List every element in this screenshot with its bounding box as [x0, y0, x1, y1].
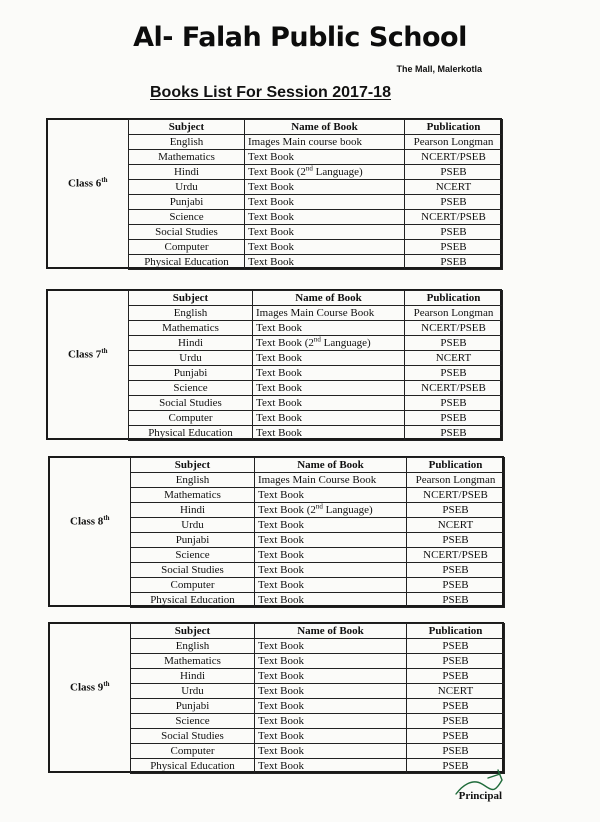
table-row — [129, 210, 503, 225]
table-row — [129, 396, 503, 411]
publication-cell: Pearson Longman — [407, 473, 505, 488]
book-cell: Text Book — [255, 593, 407, 608]
book-cell: Text Book — [255, 578, 407, 593]
class-block — [46, 289, 502, 440]
subject-cell: English — [131, 473, 255, 488]
table-row — [129, 351, 503, 366]
table-row — [131, 729, 505, 744]
book-cell: Images Main Course Book — [253, 306, 405, 321]
book-cell: Text Book — [255, 669, 407, 684]
table-row — [131, 699, 505, 714]
column-header: Subject — [129, 291, 253, 306]
class-block — [48, 622, 504, 773]
subject-cell: Hindi — [129, 336, 253, 351]
publication-cell: PSEB — [405, 255, 503, 270]
publication-cell: PSEB — [407, 639, 505, 654]
book-cell: Text Book — [255, 699, 407, 714]
publication-cell: NCERT/PSEB — [405, 210, 503, 225]
table-row — [131, 473, 505, 488]
principal-label: Principal — [458, 790, 502, 802]
subject-cell: Urdu — [129, 180, 245, 195]
column-header: Publication — [405, 120, 503, 135]
book-cell: Images Main course book — [245, 135, 405, 150]
table-row — [129, 135, 503, 150]
publication-cell: NCERT/PSEB — [405, 321, 503, 336]
table-row — [131, 744, 505, 759]
book-cell: Text Book — [245, 225, 405, 240]
publication-cell: PSEB — [405, 336, 503, 351]
subject-cell: Hindi — [131, 503, 255, 518]
subject-cell: Science — [131, 714, 255, 729]
table-row — [131, 518, 505, 533]
table-header-row — [129, 120, 503, 135]
publication-cell: PSEB — [407, 714, 505, 729]
book-cell: Text Book — [255, 639, 407, 654]
book-cell: Text Book — [253, 381, 405, 396]
subject-cell: Social Studies — [131, 729, 255, 744]
publication-cell: PSEB — [405, 396, 503, 411]
subject-cell: Urdu — [129, 351, 253, 366]
book-cell: Text Book — [255, 684, 407, 699]
publication-cell: NCERT/PSEB — [407, 488, 505, 503]
book-cell: Text Book (2nd Language) — [255, 503, 407, 518]
column-header: Subject — [131, 624, 255, 639]
publication-cell: PSEB — [407, 563, 505, 578]
subject-cell: Mathematics — [129, 150, 245, 165]
column-header: Name of Book — [255, 624, 407, 639]
table-row — [131, 488, 505, 503]
book-cell: Text Book — [245, 210, 405, 225]
subject-cell: Social Studies — [129, 396, 253, 411]
book-cell: Text Book — [245, 240, 405, 255]
table-row — [129, 195, 503, 210]
subject-cell: Computer — [129, 411, 253, 426]
school-address: The Mall, Malerkotla — [396, 64, 482, 74]
publication-cell: NCERT — [405, 180, 503, 195]
subject-cell: Computer — [129, 240, 245, 255]
subject-cell: English — [129, 306, 253, 321]
subject-cell: Science — [129, 381, 253, 396]
publication-cell: PSEB — [407, 699, 505, 714]
table-row — [129, 255, 503, 270]
book-cell: Images Main Course Book — [255, 473, 407, 488]
publication-cell: PSEB — [405, 411, 503, 426]
class-label: Class 7th — [68, 347, 108, 361]
book-cell: Text Book (2nd Language) — [245, 165, 405, 180]
table-row — [129, 381, 503, 396]
publication-cell: PSEB — [407, 654, 505, 669]
book-cell: Text Book — [253, 351, 405, 366]
subject-cell: Computer — [131, 744, 255, 759]
publication-cell: NCERT — [407, 518, 505, 533]
table-row — [131, 578, 505, 593]
table-row — [129, 336, 503, 351]
book-cell: Text Book (2nd Language) — [253, 336, 405, 351]
publication-cell: Pearson Longman — [405, 306, 503, 321]
subject-cell: Science — [131, 548, 255, 563]
class-label: Class 6th — [68, 176, 108, 190]
book-cell: Text Book — [245, 150, 405, 165]
table-row — [131, 669, 505, 684]
class-label: Class 8th — [70, 514, 110, 528]
column-header: Name of Book — [255, 458, 407, 473]
subject-cell: English — [131, 639, 255, 654]
books-table — [128, 290, 503, 441]
publication-cell: NCERT/PSEB — [407, 548, 505, 563]
table-row — [131, 533, 505, 548]
table-row — [129, 165, 503, 180]
publication-cell: PSEB — [405, 366, 503, 381]
publication-cell: NCERT/PSEB — [405, 381, 503, 396]
column-header: Publication — [405, 291, 503, 306]
subject-cell: Punjabi — [129, 366, 253, 381]
subject-cell: Mathematics — [129, 321, 253, 336]
subject-cell: Social Studies — [131, 563, 255, 578]
books-table — [128, 119, 503, 270]
column-header: Name of Book — [253, 291, 405, 306]
book-cell: Text Book — [255, 533, 407, 548]
column-header: Subject — [129, 120, 245, 135]
book-cell: Text Book — [245, 255, 405, 270]
subject-cell: Hindi — [131, 669, 255, 684]
book-cell: Text Book — [255, 518, 407, 533]
table-row — [131, 593, 505, 608]
table-row — [131, 714, 505, 729]
subject-cell: Punjabi — [131, 699, 255, 714]
book-cell: Text Book — [255, 488, 407, 503]
table-header-row — [131, 458, 505, 473]
table-row — [129, 150, 503, 165]
class-block — [48, 456, 504, 607]
subject-cell: Physical Education — [131, 759, 255, 774]
school-name: Al- Falah Public School — [133, 22, 467, 53]
table-row — [131, 503, 505, 518]
table-row — [129, 225, 503, 240]
subject-cell: Physical Education — [129, 426, 253, 441]
column-header: Subject — [131, 458, 255, 473]
table-row — [131, 684, 505, 699]
publication-cell: PSEB — [407, 593, 505, 608]
book-cell: Text Book — [255, 654, 407, 669]
book-cell: Text Book — [255, 714, 407, 729]
subject-cell: Physical Education — [129, 255, 245, 270]
book-cell: Text Book — [255, 563, 407, 578]
table-row — [129, 426, 503, 441]
column-header: Name of Book — [245, 120, 405, 135]
publication-cell: PSEB — [407, 503, 505, 518]
publication-cell: PSEB — [405, 195, 503, 210]
table-row — [131, 654, 505, 669]
book-cell: Text Book — [255, 759, 407, 774]
subject-cell: Social Studies — [129, 225, 245, 240]
books-table — [130, 457, 505, 608]
table-row — [129, 240, 503, 255]
publication-cell: PSEB — [407, 669, 505, 684]
publication-cell: PSEB — [407, 578, 505, 593]
book-cell: Text Book — [255, 729, 407, 744]
column-header: Publication — [407, 624, 505, 639]
table-row — [131, 759, 505, 774]
column-header: Publication — [407, 458, 505, 473]
subject-cell: Mathematics — [131, 488, 255, 503]
publication-cell: PSEB — [407, 729, 505, 744]
page-title: Books List For Session 2017-18 — [150, 84, 391, 101]
subject-cell: Urdu — [131, 518, 255, 533]
subject-cell: Punjabi — [131, 533, 255, 548]
table-row — [129, 366, 503, 381]
publication-cell: PSEB — [407, 744, 505, 759]
subject-cell: Physical Education — [131, 593, 255, 608]
book-cell: Text Book — [253, 321, 405, 336]
book-cell: Text Book — [253, 426, 405, 441]
publication-cell: PSEB — [405, 426, 503, 441]
publication-cell: PSEB — [405, 165, 503, 180]
class-label: Class 9th — [70, 680, 110, 694]
publication-cell: Pearson Longman — [405, 135, 503, 150]
table-row — [131, 563, 505, 578]
class-block — [46, 118, 502, 269]
subject-cell: Urdu — [131, 684, 255, 699]
subject-cell: Science — [129, 210, 245, 225]
publication-cell: PSEB — [405, 240, 503, 255]
publication-cell: PSEB — [407, 533, 505, 548]
publication-cell: NCERT — [407, 684, 505, 699]
table-row — [129, 306, 503, 321]
table-header-row — [131, 624, 505, 639]
table-header-row — [129, 291, 503, 306]
table-row — [131, 639, 505, 654]
table-row — [129, 180, 503, 195]
subject-cell: English — [129, 135, 245, 150]
book-cell: Text Book — [245, 180, 405, 195]
subject-cell: Computer — [131, 578, 255, 593]
book-cell: Text Book — [253, 396, 405, 411]
subject-cell: Mathematics — [131, 654, 255, 669]
table-row — [129, 321, 503, 336]
subject-cell: Punjabi — [129, 195, 245, 210]
publication-cell: PSEB — [407, 759, 505, 774]
book-cell: Text Book — [255, 744, 407, 759]
publication-cell: NCERT — [405, 351, 503, 366]
publication-cell: NCERT/PSEB — [405, 150, 503, 165]
table-row — [129, 411, 503, 426]
books-table — [130, 623, 505, 774]
book-cell: Text Book — [253, 411, 405, 426]
publication-cell: PSEB — [405, 225, 503, 240]
book-cell: Text Book — [245, 195, 405, 210]
table-row — [131, 548, 505, 563]
book-cell: Text Book — [253, 366, 405, 381]
subject-cell: Hindi — [129, 165, 245, 180]
book-cell: Text Book — [255, 548, 407, 563]
